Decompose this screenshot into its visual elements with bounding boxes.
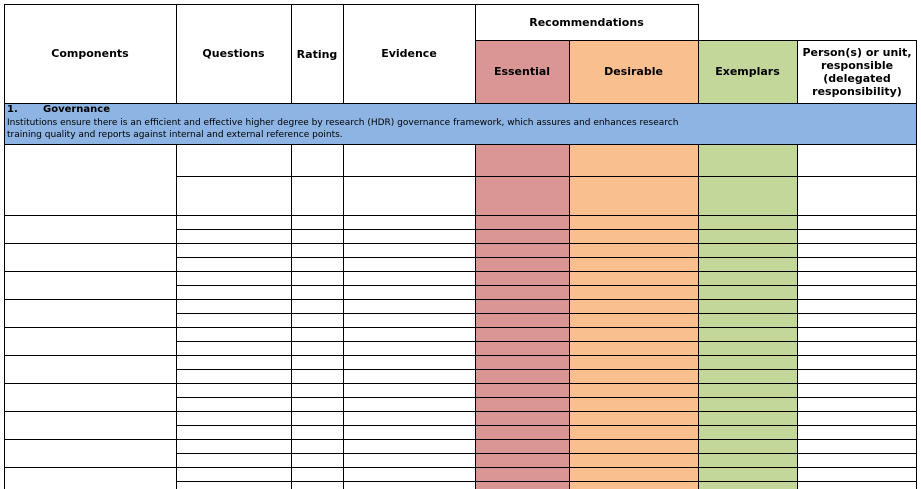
grid-line bbox=[797, 144, 798, 489]
grid-line bbox=[475, 40, 917, 41]
grid-line bbox=[4, 327, 917, 328]
header-exemplars: Exemplars bbox=[715, 65, 780, 78]
header-person-line2: responsible bbox=[820, 58, 894, 72]
header-evidence: Evidence bbox=[381, 47, 437, 60]
grid-line bbox=[176, 313, 917, 314]
grid-line bbox=[569, 40, 570, 103]
header-person-line4: responsibility) bbox=[812, 84, 902, 98]
header-recommendations: Recommendations bbox=[529, 15, 644, 29]
grid-line bbox=[4, 4, 698, 5]
grid-line bbox=[4, 411, 917, 412]
grid-line bbox=[176, 229, 917, 230]
grid-line bbox=[797, 40, 798, 103]
grid-line bbox=[176, 369, 917, 370]
section-title: Governance bbox=[43, 104, 111, 115]
grid-line bbox=[176, 425, 917, 426]
header-desirable: Desirable bbox=[604, 65, 663, 78]
header-person-line3: (delegated bbox=[823, 71, 891, 85]
section-description-line1: Institutions ensure there is an efficient and effective higher degree by research (HDR) governance framework, which assures and enhances research bbox=[7, 118, 679, 128]
grid-line bbox=[176, 176, 917, 177]
grid-line bbox=[4, 467, 917, 468]
grid-line bbox=[176, 144, 177, 489]
grid-line bbox=[4, 144, 917, 145]
header-rating: Rating bbox=[296, 48, 338, 61]
grid-line bbox=[291, 144, 292, 489]
header-person-line1: Person(s) or unit, bbox=[802, 45, 912, 59]
grid-line bbox=[4, 355, 917, 356]
section-governance bbox=[4, 103, 917, 144]
grid-line bbox=[176, 285, 917, 286]
grid-line bbox=[916, 144, 917, 489]
grid-line bbox=[698, 144, 699, 489]
header-questions: Questions bbox=[202, 47, 265, 60]
grid-line bbox=[475, 4, 476, 103]
grid-line bbox=[4, 103, 917, 104]
grid-line bbox=[343, 144, 344, 489]
header-essential: Essential bbox=[493, 65, 551, 78]
grid-line bbox=[176, 397, 917, 398]
grid-line bbox=[4, 271, 917, 272]
grid-line bbox=[4, 243, 917, 244]
grid-line bbox=[916, 40, 917, 144]
grid-line bbox=[176, 4, 177, 103]
grid-line bbox=[176, 481, 917, 482]
grid-line bbox=[698, 4, 699, 103]
grid-line bbox=[291, 4, 292, 103]
section-number: 1. bbox=[7, 104, 18, 115]
section-heading bbox=[7, 103, 917, 116]
grid-line bbox=[475, 144, 476, 489]
grid-line bbox=[4, 215, 917, 216]
grid-line bbox=[4, 299, 917, 300]
section-description-line2: training quality and reports against internal and external reference points. bbox=[7, 130, 343, 140]
header-person-responsible bbox=[797, 40, 917, 103]
grid-line bbox=[176, 341, 917, 342]
grid-line bbox=[176, 453, 917, 454]
grid-line bbox=[176, 257, 917, 258]
grid-line bbox=[569, 144, 570, 489]
grid-line bbox=[4, 439, 917, 440]
header-components: Components bbox=[51, 47, 129, 60]
grid-line bbox=[4, 4, 5, 489]
grid-line bbox=[343, 4, 344, 103]
grid-line bbox=[4, 383, 917, 384]
